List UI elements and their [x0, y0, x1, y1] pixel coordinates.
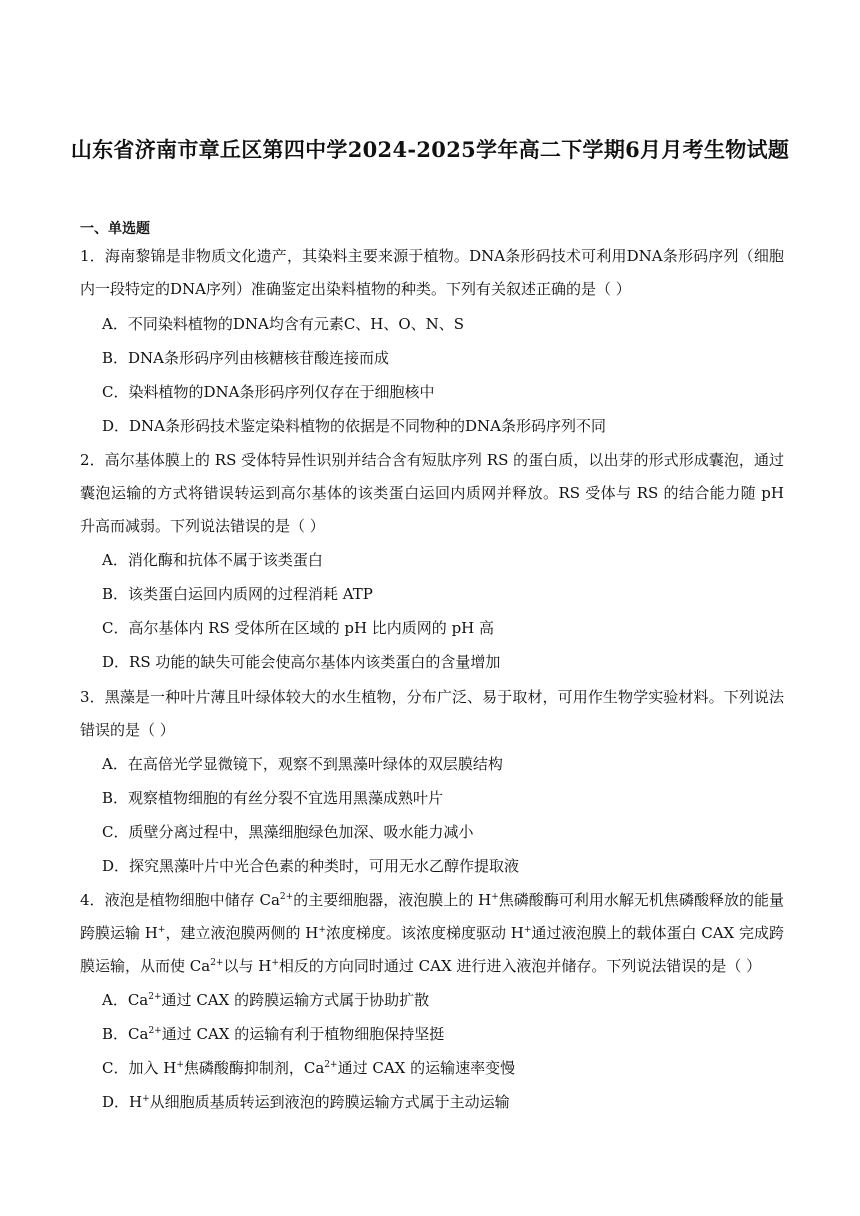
question-2-stem: 2．高尔基体膜上的 RS 受体特异性识别并结合含有短肽序列 RS 的蛋白质，以出芽的形式形成囊泡，通过囊泡运输的方式将错误转运到高尔基体的该类蛋白运回内质网并释放。RS 受体与 RS 的结合能力随 pH 升高而减弱。下列说法错误的是（ ）: [80, 451, 784, 535]
question-4-option-c: C．加入 H+焦磷酸酶抑制剂，$Ca^{2+}$通过 CAX 的运输速率变慢: [102, 1059, 516, 1077]
question-1-stem: 1．海南黎锦是非物质文化遗产，其染料主要来源于植物。DNA条形码技术可利用DNA条形码序列（细胞内一段特定的DNA序列）准确鉴定出染料植物的种类。下列有关叙述正确的是（ ）: [80, 247, 784, 298]
question-2-option-d: D．RS 功能的缺失可能会使高尔基体内该类蛋白的含量增加: [102, 653, 501, 671]
question-4-option-a: A．$Ca^{2+}$通过 CAX 的跨膜运输方式属于协助扩散: [102, 991, 430, 1009]
question-3-option-d: D．探究黑藻叶片中光合色素的种类时，可用无水乙醇作提取液: [102, 857, 520, 875]
question-4-option-b: B．$Ca^{2+}$通过 CAX 的运输有利于植物细胞保持坚挺: [102, 1025, 445, 1043]
question-1-option-c: C．染料植物的DNA条形码序列仅存在于细胞核中: [102, 383, 435, 401]
question-2-option-c: C．高尔基体内 RS 受体所在区域的 pH 比内质网的 pH 高: [102, 619, 495, 637]
question-3-option-c: C．质壁分离过程中，黑藻细胞绿色加深、吸水能力减小: [102, 823, 474, 841]
question-3-option-a: A．在高倍光学显微镜下，观察不到黑藻叶绿体的双层膜结构: [102, 755, 503, 773]
question-2-option-a: A．消化酶和抗体不属于该类蛋白: [102, 551, 323, 569]
question-1-option-d: D．DNA条形码技术鉴定染料植物的依据是不同物种的DNA条形码序列不同: [102, 417, 606, 435]
question-3-option-b: B．观察植物细胞的有丝分裂不宜选用黑藻成熟叶片: [102, 789, 444, 807]
question-1-option-b: B．DNA条形码序列由核糖核苷酸连接而成: [102, 349, 390, 367]
section-heading: 一、单选题: [80, 221, 150, 237]
question-2-option-b: B．该类蛋白运回内质网的过程消耗 ATP: [102, 585, 373, 603]
question-4-option-d: D．H+从细胞质基质转运到液泡的跨膜运输方式属于主动运输: [102, 1093, 510, 1111]
question-1-option-a: A．不同染料植物的DNA均含有元素C、H、O、N、S: [102, 315, 465, 333]
question-3-stem: 3．黑藻是一种叶片薄且叶绿体较大的水生植物，分布广泛、易于取材，可用作生物学实验材料。下列说法错误的是（ ）: [80, 688, 784, 739]
question-4-stem: 4．液泡是植物细胞中储存 $Ca^{2+}$的主要细胞器，液泡膜上的 H+焦磷酸酶可利用水解无机焦磷酸释放的能量跨膜运输 H+，建立液泡膜两侧的 H+浓度梯度。该浓度梯度驱动 H+通过液泡膜上的载体蛋白 CAX 完成跨膜运输，从而使 $Ca^{2+}$以与 H+相反的方向同时通过 CAX 进行进入液泡并储存。下列说法错误的是（ ）: [80, 891, 785, 975]
document-title: 山东省济南市章丘区第四中学2024-2025学年高二下学期6月月考生物试题: [70, 137, 790, 162]
